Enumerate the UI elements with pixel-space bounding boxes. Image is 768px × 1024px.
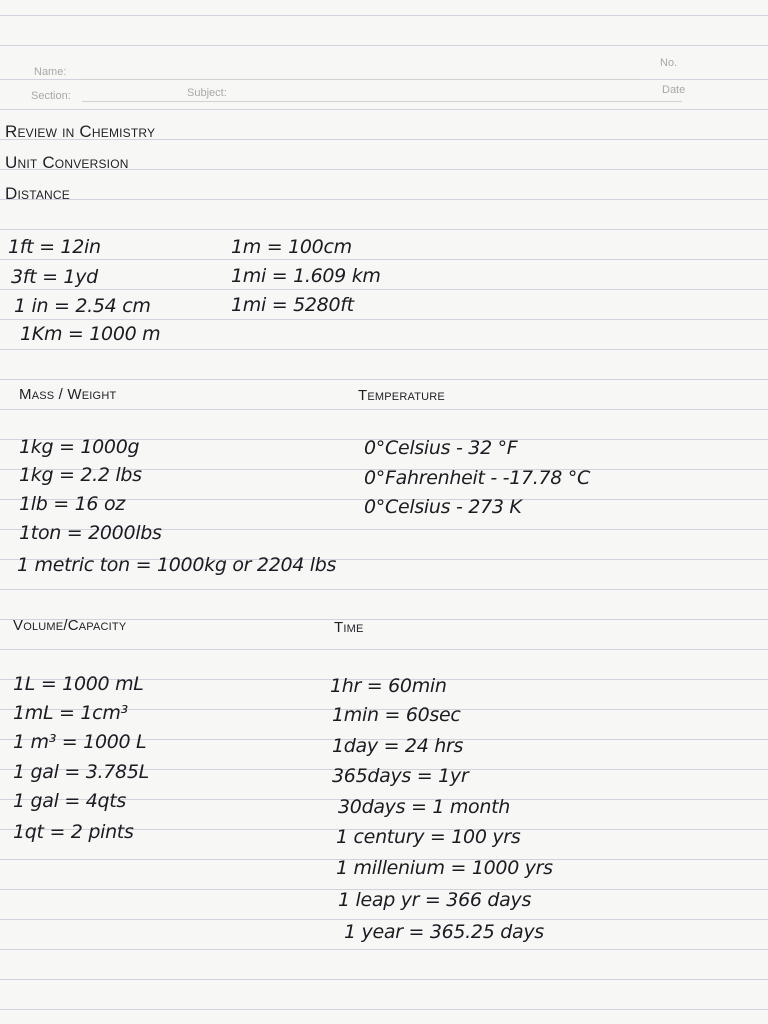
volume-item: 1L = 1000 mL [13,673,144,695]
volume-heading: Volume/Capacity [13,617,127,634]
name-line [80,79,640,80]
distance-item: 1m = 100cm [231,236,352,258]
time-item: 1min = 60sec [332,704,461,726]
volume-item: 1 gal = 3.785L [13,761,149,783]
time-heading: Time [334,619,364,636]
time-item: 1 century = 100 yrs [336,826,521,848]
temperature-item: 0°Celsius - 32 °F [364,437,518,459]
mass-item: 1ton = 2000lbs [19,522,162,544]
mass-item: 1lb = 16 oz [19,493,125,515]
distance-item: 1ft = 12in [8,236,101,258]
distance-item: 1mi = 1.609 km [231,265,381,287]
volume-item: 1qt = 2 pints [13,821,134,843]
volume-item: 1 m³ = 1000 L [13,731,147,753]
section-label: Section: [31,90,71,102]
temperature-item: 0°Fahrenheit - -17.78 °C [364,467,590,489]
distance-item: 1Km = 1000 m [20,323,161,345]
mass-item: 1 metric ton = 1000kg or 2204 lbs [17,554,337,576]
temperature-item: 0°Celsius - 273 K [364,496,522,518]
title-review: Review in Chemistry [5,122,156,141]
time-item: 365days = 1yr [332,765,469,787]
time-item: 1day = 24 hrs [332,735,464,757]
name-label: Name: [34,66,67,78]
section-line [82,101,682,102]
title-unit-conversion: Unit Conversion [5,153,129,172]
time-item: 1 leap yr = 366 days [338,889,532,911]
distance-item: 3ft = 1yd [11,266,98,288]
time-item: 30days = 1 month [338,796,511,818]
mass-item: 1kg = 2.2 lbs [19,464,142,486]
volume-item: 1 gal = 4qts [13,790,127,812]
time-item: 1hr = 60min [330,675,447,697]
mass-heading: Mass / Weight [19,386,117,403]
distance-item: 1 in = 2.54 cm [14,295,151,317]
time-item: 1 year = 365.25 days [344,921,544,943]
title-distance: Distance [5,184,70,203]
date-label: Date [662,84,686,96]
no-label: No. [660,57,678,69]
time-item: 1 millenium = 1000 yrs [336,857,553,879]
temperature-heading: Temperature [358,387,445,404]
volume-item: 1mL = 1cm³ [13,702,128,724]
distance-item: 1mi = 5280ft [231,294,354,316]
subject-label: Subject: [187,87,227,99]
mass-item: 1kg = 1000g [19,436,140,458]
